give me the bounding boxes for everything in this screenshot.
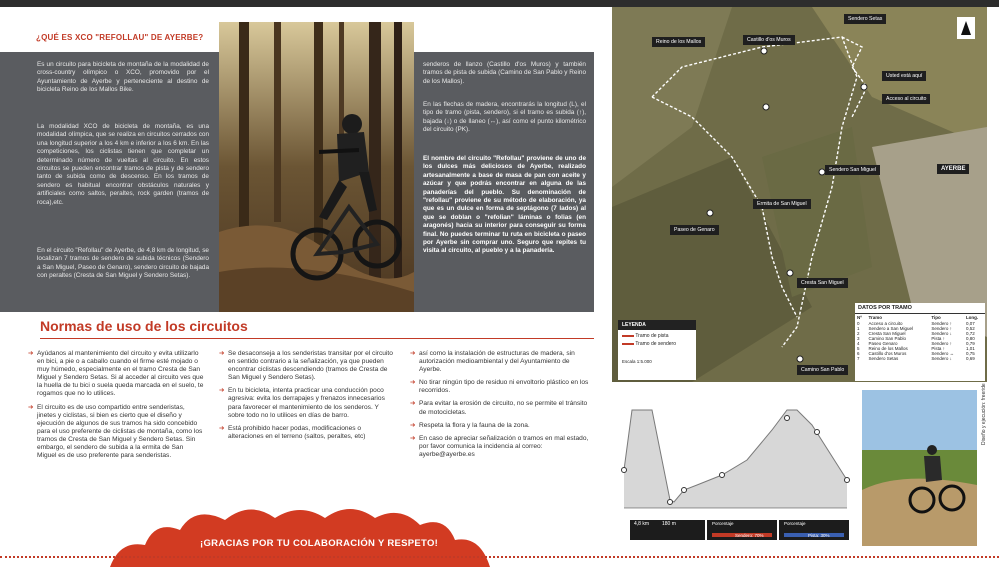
intro-paragraph-4: senderos de llanzo (Castillo d'os Muros) y también tramos de pista de subida (Camino de San Pablo y Reino de los Mallos). bbox=[423, 61, 586, 85]
table-cell: 1,01 bbox=[965, 346, 975, 351]
table-cell: 0,80 bbox=[965, 336, 975, 341]
table-cell: Castillo d'os Muros bbox=[868, 351, 907, 356]
table-header-cell: Nº bbox=[857, 315, 862, 320]
profile-pct-label-2: Porcentaje bbox=[784, 521, 806, 526]
legend-sendero: Tramo de sendero bbox=[618, 339, 696, 347]
table-cell: 3 bbox=[857, 336, 860, 341]
table-cell: 5 bbox=[857, 346, 860, 351]
table-cell: 0,72 bbox=[965, 331, 975, 336]
intro-paragraph-3: En el circuito "Refollau" de Ayerbe, de 4,8 km de longitud, se localizan 7 tramos de sendero de subida técnicos (Sendero a San Miguel, Paseo de Genaro), sendero circuito de bajada con peraltes (Cresta de San Miguel y Sendero Setas). bbox=[37, 247, 209, 280]
table-cell: 0,52 bbox=[965, 326, 975, 331]
norms-column-3 bbox=[410, 350, 590, 464]
table-cell: 0 bbox=[857, 321, 860, 326]
table-cell: 2 bbox=[857, 331, 860, 336]
map-label-genaro: Paseo de Genaro bbox=[670, 225, 719, 235]
norm-item: ➔ En tu bicicleta, intenta practicar una conducción poco agresiva: evita los derrapajes y frenazos innecesarios para favorecer el mantenimiento de los senderos. Y sobre todo no lo utilices en días de barro. bbox=[219, 387, 396, 419]
norms-column-1 bbox=[28, 350, 204, 465]
intro-paragraph-5: En las flechas de madera, encontrarás la longitud (L), el tipo de tramo (pista, sendero), si el tramo es subida (↑), bajada (↓) o de llaneo (↔), así como el punto kilométrico del circuito (PK). bbox=[423, 101, 586, 134]
design-credit: Diseño y ejecución: freeride bbox=[981, 383, 987, 445]
table-cell: Sendero ↑ bbox=[931, 321, 952, 326]
table-cell: Camino San Pablo bbox=[868, 336, 907, 341]
map-label-sanmiguel: Sendero San Miguel bbox=[825, 165, 880, 175]
table-cell: 6 bbox=[857, 351, 860, 356]
table-cell: Sendero a San Miguel bbox=[868, 326, 914, 331]
table-cell: Sendero ↓ bbox=[931, 331, 952, 336]
table-cell: Sendero ↑ bbox=[931, 326, 952, 331]
map-label-cresta: Cresta San Miguel bbox=[797, 278, 848, 288]
norms-divider bbox=[40, 338, 594, 339]
norm-item: ➔ Ayúdanos al mantenimiento del circuito y evita utilizarlo en bici, a pie o a caballo cuando el firme esté mojado o muy húmedo, especialmente en el tramo Cresta de San Miguel y Sendero Setas. Si al acceder al circuito ves que la huella de tu bici o suela queda marcada en el suelo, te rogamos que no lo utilices. bbox=[28, 350, 204, 399]
table-cell: 1 bbox=[857, 326, 860, 331]
table-cell: Sendero ↓ bbox=[931, 356, 952, 361]
top-bar bbox=[0, 0, 999, 7]
legend-scale: Escala 1:5.000 bbox=[622, 359, 652, 364]
table-row bbox=[855, 356, 985, 361]
table-cell: 0,75 bbox=[965, 351, 975, 356]
norm-item: ➔ así como la instalación de estructuras de madera, sin autorización medioambiental y del Ayuntamiento de Ayerbe. bbox=[410, 350, 590, 374]
segments-table bbox=[855, 303, 985, 381]
table-cell: Sendero Setas bbox=[868, 356, 899, 361]
table-cell: Acceso a circuito bbox=[868, 321, 903, 326]
intro-paragraph-2: La modalidad XCO de bicicleta de montaña, es una modalidad olímpica, que se realiza en circuitos cerrados con una longitud superior a los 4 km e inferior a los 6 km. En las competiciones, los ciclistas tienen que completar un determinado número de vueltas al circuito. En estos circuitos se pueden encontrar tramos de pista y de sendero tanto de subida como de descenso. En los tramos de sendero es habitual encontrar obstáculos naturales y artificiales como saltos, peraltes, rock garden (tramos de roca),etc. bbox=[37, 123, 209, 206]
intro-paragraph-6: El nombre del circuito "Refollau" proviene de uno de los dulces más deliciosos de Ayerbe, realizado artesanalmente a base de masa de pan con aceite y azúcar y que podrás encontrar en alguna de las panaderías del pueblo. Su denominación de "refollau" proviene de su método de elaboración, ya que es un dulce en forma de septágono (7 lados) al que se doblan o "refolian" láminas o folias (en aragonés) hacia su interior para conseguir su forma final. No puedes terminar tu ruta en bicicleta o paseo por Ayerbe sin comprar uno. Seguro que repites tu visita al circuito, al pueblo y a la panadería. bbox=[423, 155, 586, 255]
thanks-message: ¡GRACIAS POR TU COLABORACIÓN Y RESPETO! bbox=[200, 538, 439, 549]
norm-item: ➔ Está prohibido hacer podas, modificaciones o alteraciones en el terreno (saltos, peraltes, etc) bbox=[219, 425, 396, 441]
map-label-castillo: Castillo d'os Muros bbox=[743, 35, 795, 45]
map-label-usted: Usted está aquí bbox=[882, 71, 926, 81]
cyclist-landscape-photo bbox=[862, 390, 977, 546]
profile-sendero-pct: Sendero: 70% bbox=[735, 533, 764, 538]
norm-item: ➔ Para evitar la erosión de circuito, no se permite el tránsito de motocicletas. bbox=[410, 400, 590, 416]
profile-elevation: 180 m bbox=[662, 521, 676, 527]
norms-title: Normas de uso de los circuitos bbox=[40, 318, 248, 334]
legend-pista: Tramo de pista bbox=[618, 330, 696, 339]
table-cell: 0,69 bbox=[965, 356, 975, 361]
norm-item: ➔ En caso de apreciar señalización o tramos en mal estado, por favor comunica la incidencia al correo: ayerbe@ayerbe.es bbox=[410, 435, 590, 459]
table-header-cell: Long. bbox=[965, 315, 979, 320]
intro-title: ¿QUÉ ES XCO "REFOLLAU" DE AYERBE? bbox=[36, 33, 204, 42]
map-label-ayerbe: AYERBE bbox=[937, 164, 969, 174]
dotted-divider bbox=[0, 556, 999, 558]
profile-distance: 4,8 km bbox=[634, 521, 650, 527]
table-cell: Reino de los Mallos bbox=[868, 346, 908, 351]
table-cell: Pista ↑ bbox=[931, 336, 945, 341]
intro-paragraph-1: Es un circuito para bicicleta de montaña de la modalidad de cross-country olímpico o XCO, promovido por el Ayuntamiento de Ayerbe y perteneciente al destino de bicicleta Reino de los Mallos Bike. bbox=[37, 61, 209, 94]
map-label-setas: Sendero Setas bbox=[844, 14, 886, 24]
norm-item: ➔ No tirar ningún tipo de residuo ni envoltorio plástico en los recorridos. bbox=[410, 379, 590, 395]
table-cell: Cresta San Miguel bbox=[868, 331, 906, 336]
table-cell: 0,79 bbox=[965, 341, 975, 346]
map-legend bbox=[618, 320, 696, 380]
map-label-pablo: Camino San Pablo bbox=[797, 365, 848, 375]
table-header-cell: Tramo bbox=[868, 315, 883, 320]
map-label-reino: Reino de los Mallos bbox=[652, 37, 705, 47]
table-cell: Pista ↑ bbox=[931, 346, 945, 351]
table-title: DATOS POR TRAMO bbox=[855, 303, 985, 314]
cyclist-forest-photo bbox=[219, 22, 414, 312]
norm-item: ➔ Se desaconseja a los senderistas transitar por el circuito en sentido contrario a la señalización, ya que pueden encontrar ciclistas descendiendo (tramos de Cresta de San Miguel y Sendero Setas). bbox=[219, 350, 396, 382]
table-cell: 0,07 bbox=[965, 321, 975, 326]
title-strip-right bbox=[414, 22, 594, 52]
table-cell: Paseo Genaro bbox=[868, 341, 898, 346]
table-cell: Sendero ↔ bbox=[931, 351, 955, 356]
legend-title: LEYENDA bbox=[618, 320, 696, 330]
table-cell: 4 bbox=[857, 341, 860, 346]
norm-item: ➔ Respeta la flora y la fauna de la zona. bbox=[410, 422, 590, 430]
map-label-ermita: Ermita de San Miguel bbox=[753, 199, 811, 209]
norm-item: ➔ El circuito es de uso compartido entre senderistas, jinetes y ciclistas, si bien es cierto que el diseño y ejecución de algunos de sus tramos ha sido concebido para el uso preferente de ciclistas de montaña, como los tramos de Cresta de San Miguel y Sendero Setas. Sin embargo, el sendero de subida a la ermita de San Miguel es de uso preferente para senderistas. bbox=[28, 404, 204, 461]
norms-column-2 bbox=[219, 350, 396, 446]
map-label-acceso: Acceso al circuito bbox=[882, 94, 930, 104]
table-cell: Sendero ↑ bbox=[931, 341, 952, 346]
table-header-cell: Tipo bbox=[931, 315, 941, 320]
segments-grid bbox=[855, 314, 985, 361]
profile-pista-pct: Pista: 30% bbox=[808, 533, 830, 538]
profile-pct-label-1: Porcentaje bbox=[712, 521, 734, 526]
table-cell: 7 bbox=[857, 356, 860, 361]
